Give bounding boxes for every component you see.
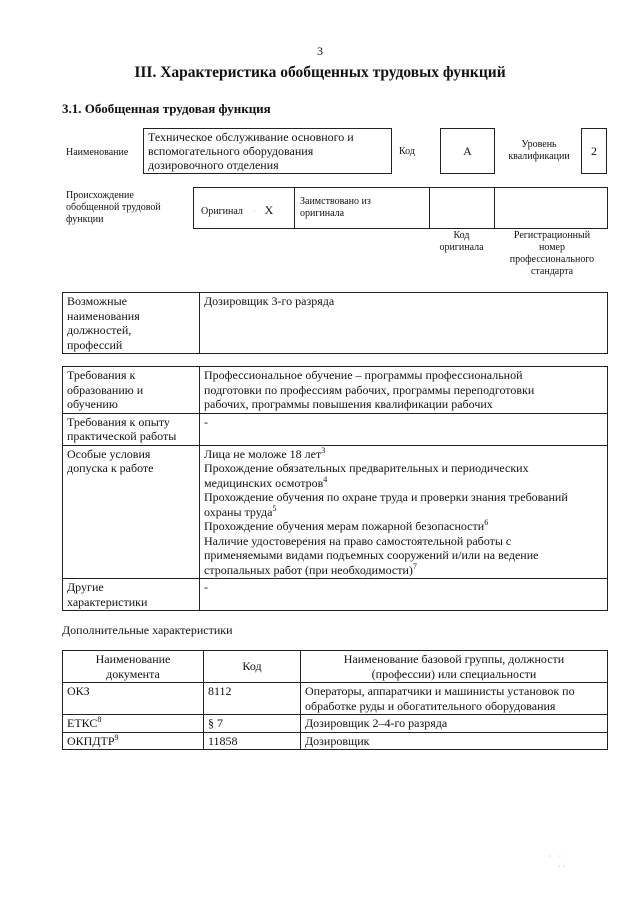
special-label-line: допуска к работе [67, 461, 154, 475]
special-conditions-value [200, 445, 608, 579]
education-label [63, 367, 200, 414]
positions-value: Дозировщик 3-го разряда [200, 293, 608, 354]
subsection-title: 3.1. Обобщенная трудовая функция [62, 101, 271, 116]
positions-label-line: наименования [67, 308, 140, 323]
special-item: охраны труда$^5$ [204, 503, 277, 519]
positions-label [63, 293, 200, 354]
education-label-line: образованию и [67, 382, 144, 397]
header-name [301, 651, 608, 683]
experience-label-line: Требования к опыту [67, 414, 170, 429]
page-number: 3 [317, 44, 323, 58]
special-item: стропальных работ (при необходимости)$^7$ [204, 561, 417, 577]
row-name [301, 732, 608, 750]
table-row [63, 732, 608, 750]
borrowed-cell [295, 188, 430, 228]
table-row [63, 683, 608, 715]
experience-label [63, 413, 200, 445]
special-item: Прохождение обучения по охране труда и проверки знания требований [204, 490, 568, 504]
row-doc: ОКПДТР$^9$ [63, 732, 204, 750]
special-item: медицинских осмотров$^4$ [204, 474, 328, 490]
row-code: § 7 [204, 715, 301, 733]
level-value: 2 [581, 128, 607, 174]
special-item: Наличие удостоверения на право самостоятельной работы с [204, 533, 512, 548]
caption-line: Регистрационный [513, 230, 591, 241]
header-code: Код [204, 651, 301, 683]
borrowed-label-line: оригинала [300, 208, 345, 219]
origin-label-line: обобщенной трудовой [66, 202, 161, 213]
scan-speck: · · [558, 862, 566, 871]
other-label-line: Другие [67, 580, 104, 594]
positions-label-line: Возможные [67, 294, 127, 308]
reg-number-cell [495, 188, 607, 228]
education-value [200, 367, 608, 414]
reg-number-caption [496, 230, 608, 278]
row-name-line: Дозировщик [305, 733, 370, 748]
code-original-caption [429, 230, 494, 254]
scan-speck: · · [548, 852, 562, 861]
function-name-line: вспомогательного оборудования [148, 144, 314, 158]
row-doc: ЕТКС$^8$ [63, 715, 204, 733]
positions-label-line: должностей, [67, 323, 132, 337]
code-label: Код [399, 146, 415, 157]
level-label-line: Уровень [521, 139, 557, 150]
header-name-line: Наименование базовой группы, должности [343, 652, 565, 666]
row-code: 11858 [204, 732, 301, 750]
education-label-line: Требования к [67, 368, 136, 382]
special-item: Прохождение обязательных предварительных и периодических [204, 461, 529, 475]
special-item: Лица не моложе 18 лет$^3$ [204, 445, 326, 461]
experience-label-line: практической работы [67, 429, 177, 443]
code-original-cell [430, 188, 495, 228]
special-item: применяемыми видами подъемных сооружений и/или на ведение [204, 548, 539, 562]
name-label: Наименование [66, 147, 129, 158]
caption-line: Код [453, 230, 470, 241]
special-item: Прохождение обучения мерам пожарной безопасности$^6$ [204, 518, 489, 533]
education-value-line: Профессиональное обучение – программы профессиональной [204, 368, 523, 382]
special-conditions-label [63, 445, 200, 579]
education-value-line: рабочих, программы повышения квалификации рабочих [204, 397, 493, 411]
level-label [500, 139, 578, 163]
other-value: - [200, 579, 608, 611]
row-name [301, 683, 608, 715]
row-doc: ОКЗ [63, 683, 204, 715]
code-value: А [440, 128, 495, 174]
experience-value: - [200, 413, 608, 445]
level-label-line: квалификации [508, 151, 570, 162]
origin-table [193, 187, 608, 229]
caption-line: стандарта [530, 266, 574, 277]
origin-label-line: Происхождение [66, 190, 134, 201]
borrowed-label-line: Заимствовано из [300, 196, 371, 207]
section-title: III. Характеристика обобщенных трудовых функций [134, 64, 506, 81]
positions-table [62, 292, 608, 354]
additional-title: Дополнительные характеристики [62, 623, 233, 637]
row-name [301, 715, 608, 733]
header-doc-line: документа [106, 666, 160, 681]
original-mark: X [264, 203, 274, 217]
function-name-line: Техническое обслуживание основного и [148, 130, 354, 144]
caption-line: профессионального [509, 254, 595, 265]
row-code: 8112 [204, 683, 301, 715]
table-row [63, 715, 608, 733]
caption-line: номер [539, 242, 565, 253]
row-name-line: Дозировщик 2–4-го разряда [305, 716, 448, 730]
other-label-line: характеристики [67, 594, 148, 609]
row-name-line: обработке руды и обогатительного оборудования [305, 698, 556, 713]
function-name-line: дозировочного отделения [148, 158, 279, 172]
header-doc [63, 651, 204, 683]
additional-table [62, 650, 608, 750]
original-label: Оригинал [201, 206, 243, 217]
original-cell: Оригинал · X [194, 188, 295, 228]
requirements-table [62, 366, 608, 611]
education-label-line: обучению [67, 397, 118, 411]
positions-label-line: профессий [67, 337, 123, 352]
origin-label-line: функции [66, 214, 104, 225]
education-value-line: подготовки по профессиям рабочих, программы переподготовки [204, 382, 535, 397]
header-doc-line: Наименование [95, 652, 171, 666]
header-name-line: (профессии) или специальности [371, 666, 537, 681]
origin-label [66, 190, 161, 226]
function-name-box [143, 128, 392, 174]
caption-line: оригинала [439, 242, 484, 253]
row-name-line: Операторы, аппаратчики и машинисты установок по [305, 684, 575, 698]
other-label [63, 579, 200, 611]
special-label-line: Особые условия [67, 446, 151, 461]
